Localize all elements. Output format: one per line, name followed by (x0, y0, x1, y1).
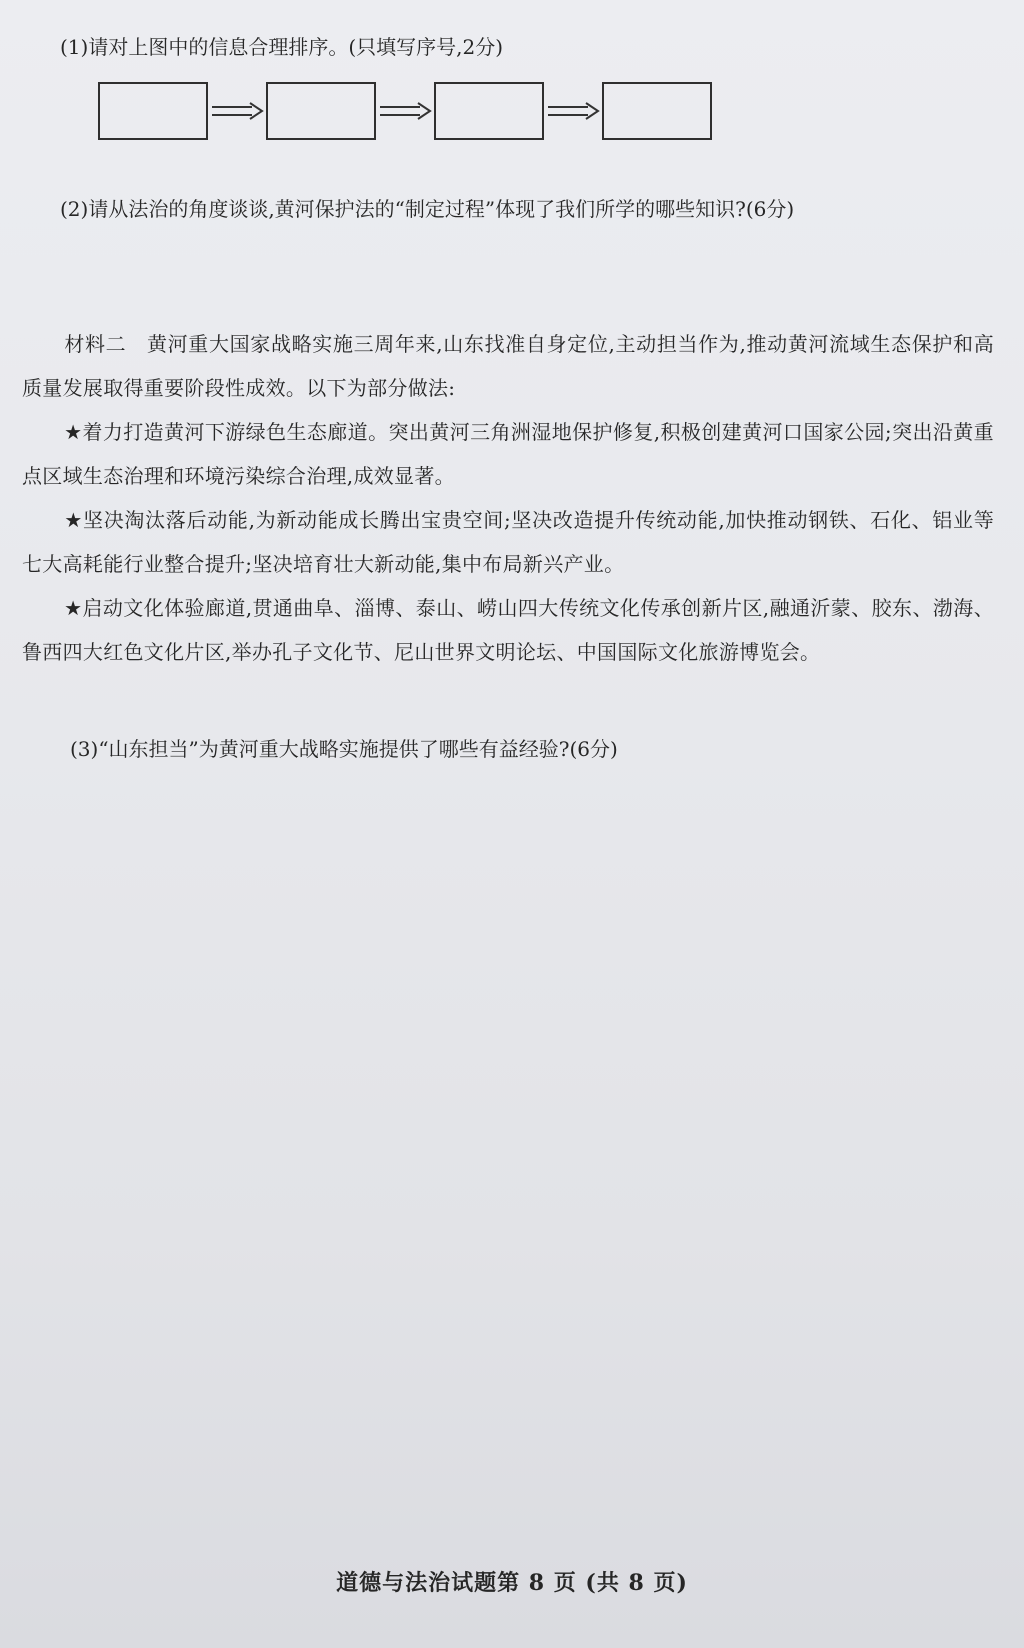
arrow-right-icon (378, 101, 432, 121)
flow-box-3 (434, 82, 544, 140)
material-2-text: 材料二 黄河重大国家战略实施三周年来,山东找准自身定位,主动担当作为,推动黄河流域生态保护和高质量发展取得重要阶段性成效。以下为部分做法: (22, 332, 994, 400)
bullet-text: 启动文化体验廊道,贯通曲阜、淄博、泰山、崂山四大传统文化传承创新片区,融通沂蒙、胶东、渤海、鲁西四大红色文化片区,举办孔子文化节、尼山世界文明论坛、中国国际文化旅游博览会。 (22, 596, 994, 664)
arrow-right-icon (546, 101, 600, 121)
page-footer: 道德与法治试题第 8 页 (共 8 页) (336, 1570, 688, 1596)
flow-box-1 (98, 82, 208, 140)
bullet-text: 着力打造黄河下游绿色生态廊道。突出黄河三角洲湿地保护修复,积极创建黄河口国家公园;突出沿黄重点区域生态治理和环境污染综合治理,成效显著。 (22, 420, 994, 488)
arrow-right-icon (210, 101, 264, 121)
material-2-intro (22, 322, 994, 410)
material-2-bullet-2 (22, 498, 994, 586)
material-2-bullet-1 (22, 410, 994, 498)
question-1-text: (1)请对上图中的信息合理排序。(只填写序号,2分) (60, 35, 504, 59)
bullet-text: 坚决淘汰落后动能,为新动能成长腾出宝贵空间;坚决改造提升传统动能,加快推动钢铁、石化、铝业等七大高耗能行业整合提升;坚决培育壮大新动能,集中布局新兴产业。 (22, 508, 994, 576)
star-icon: ★ (64, 420, 83, 444)
sequence-flow-diagram (98, 82, 718, 146)
flow-box-2 (266, 82, 376, 140)
question-3-text: (3)“山东担当”为黄河重大战略实施提供了哪些有益经验?(6分) (70, 737, 618, 761)
material-2-bullet-3 (22, 586, 994, 674)
star-icon: ★ (64, 596, 83, 620)
flow-box-4 (602, 82, 712, 140)
star-icon: ★ (64, 508, 84, 532)
question-2-text: (2)请从法治的角度谈谈,黄河保护法的“制定过程”体现了我们所学的哪些知识?(6分) (60, 197, 795, 221)
